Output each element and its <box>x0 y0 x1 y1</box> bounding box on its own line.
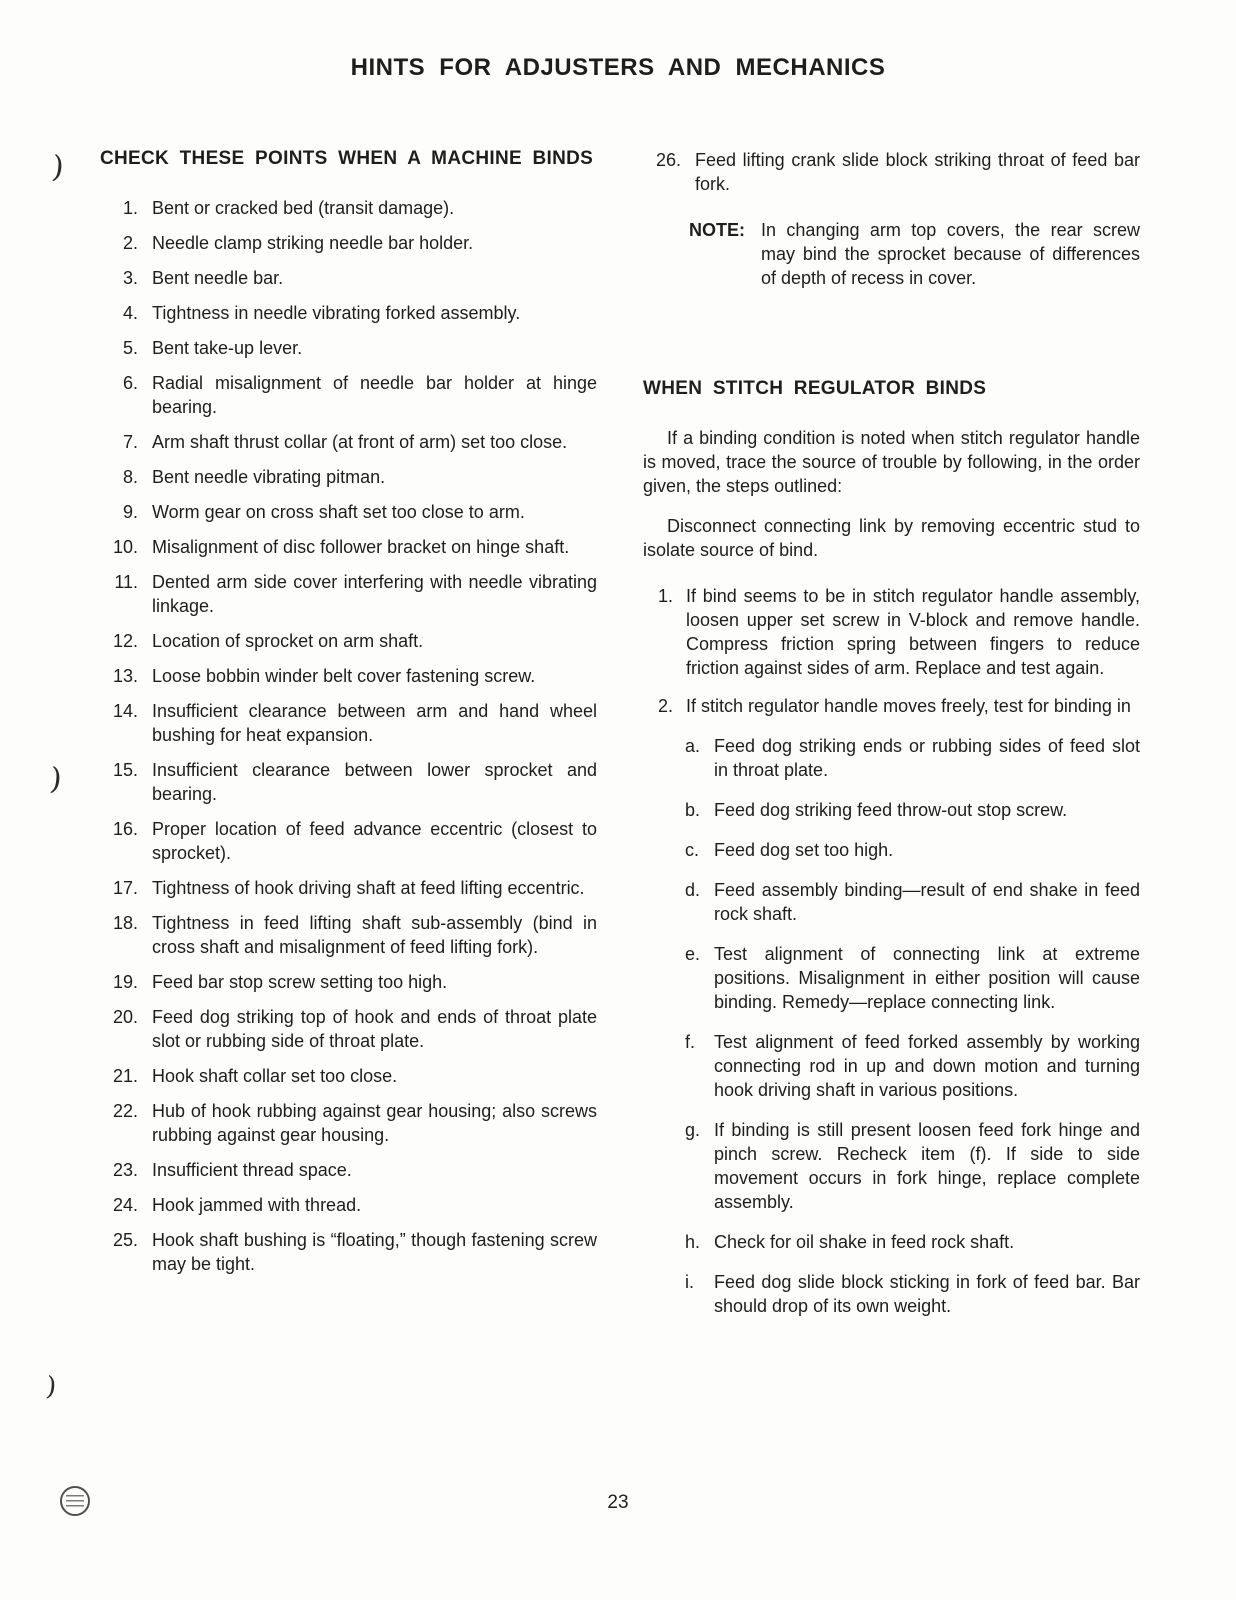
item-number: 11. <box>114 572 138 592</box>
item-text: Tightness of hook driving shaft at feed lifting eccentric. <box>152 878 585 898</box>
check-list-item <box>100 1099 597 1147</box>
item-number: 16. <box>112 819 138 839</box>
check-list-item <box>100 699 597 747</box>
check-list-item <box>100 911 597 959</box>
item-letter: h. <box>685 1232 701 1252</box>
section-heading-stitch-regulator: WHEN STITCH REGULATOR BINDS <box>643 378 987 399</box>
item-number: 5. <box>122 338 138 358</box>
check-list-item <box>100 1158 597 1182</box>
step-item <box>643 584 1140 680</box>
item-number: 6. <box>122 373 138 393</box>
item-text: Bent or cracked bed (transit damage). <box>152 198 455 218</box>
item-text: Tightness in needle vibrating forked assembly. <box>152 303 521 323</box>
item-number: 8. <box>122 467 138 487</box>
item-text: Insufficient thread space. <box>152 1160 352 1180</box>
section-heading-machine-binds: CHECK THESE POINTS WHEN A MACHINE BINDS <box>100 148 594 169</box>
substep-item <box>685 798 1140 822</box>
check-list-item <box>100 266 597 290</box>
item-text: Proper location of feed advance eccentric (closest to sprocket). <box>152 819 597 863</box>
item-letter: e. <box>685 944 701 964</box>
item-text: Check for oil shake in feed rock shaft. <box>714 1232 1015 1252</box>
item-text: Hook shaft bushing is “floating,” though fastening screw may be tight. <box>152 1230 597 1274</box>
item-number: 2. <box>122 233 138 253</box>
item-number: 12. <box>112 631 138 651</box>
scan-mark: ) <box>44 1371 58 1403</box>
item-text: Bent needle vibrating pitman. <box>152 467 386 487</box>
item-number: 26. <box>655 150 681 170</box>
item-letter: a. <box>685 736 701 756</box>
item-text: Feed dog striking ends or rubbing sides of feed slot in throat plate. <box>714 736 1140 780</box>
check-list-item <box>100 876 597 900</box>
item-number: 4. <box>122 303 138 323</box>
item-number: 7. <box>122 432 138 452</box>
right-column <box>643 148 1140 1334</box>
item-number: 20. <box>112 1007 138 1027</box>
item-text: If stitch regulator handle moves freely, test for binding in <box>686 696 1131 716</box>
item-text: Tightness in feed lifting shaft sub-assembly (bind in cross shaft and misalignment of feed lifting fork). <box>152 913 597 957</box>
item-letter: f. <box>685 1032 696 1052</box>
item-letter: c. <box>685 840 700 860</box>
check-list-item <box>100 1228 597 1276</box>
item-number: 18. <box>112 913 138 933</box>
check-list-item <box>100 1005 597 1053</box>
page-title: HINTS FOR ADJUSTERS AND MECHANICS <box>350 54 886 81</box>
item-number: 17. <box>112 878 138 898</box>
item-text: Loose bobbin winder belt cover fastening screw. <box>152 666 536 686</box>
item-text: Hook shaft collar set too close. <box>152 1066 398 1086</box>
check-list-item <box>100 629 597 653</box>
disconnect-paragraph: Disconnect connecting link by removing eccentric stud to isolate source of bind. <box>643 516 1140 560</box>
item-number: 1. <box>657 586 673 606</box>
item-text: Insufficient clearance between arm and hand wheel bushing for heat expansion. <box>152 701 597 745</box>
check-list-item <box>100 196 597 220</box>
substep-item <box>685 878 1140 926</box>
item-text: Feed dog set too high. <box>714 840 894 860</box>
item-number: 22. <box>112 1101 138 1121</box>
substep-item <box>685 838 1140 862</box>
item-number: 13. <box>112 666 138 686</box>
substeps-list <box>685 734 1140 1318</box>
check-list-item <box>100 817 597 865</box>
check-list-item <box>100 664 597 688</box>
item-text: Arm shaft thrust collar (at front of arm) set too close. <box>152 432 568 452</box>
item-text: If bind seems to be in stitch regulator handle assembly, loosen upper set screw in V-block and remove handle. Compress friction spring between fingers to reduce friction against sides of arm. Replace and test again. <box>686 586 1140 678</box>
item-text: Needle clamp striking needle bar holder. <box>152 233 474 253</box>
check-list-item <box>100 231 597 255</box>
two-column-layout <box>0 148 1236 1334</box>
scan-mark: ) <box>48 761 64 798</box>
scan-mark: ) <box>50 149 66 186</box>
steps-list <box>643 584 1140 1318</box>
check-list-item <box>100 570 597 618</box>
note-label: NOTE: <box>689 220 745 240</box>
item-letter: b. <box>685 800 701 820</box>
item-text: Feed lifting crank slide block striking throat of feed bar fork. <box>695 150 1140 194</box>
check-list-item <box>100 430 597 454</box>
check-list-item <box>100 535 597 559</box>
item-text: Test alignment of feed forked assembly by working connecting rod in up and down motion and turning hook driving shaft in various positions. <box>714 1032 1140 1100</box>
item-number: 10. <box>112 537 138 557</box>
item-number: 3. <box>122 268 138 288</box>
note-text: In changing arm top covers, the rear screw may bind the sprocket because of differences of depth of recess in cover. <box>761 220 1140 288</box>
check-list-item <box>100 500 597 524</box>
item-text: Feed bar stop screw setting too high. <box>152 972 448 992</box>
item-text: Worm gear on cross shaft set too close to arm. <box>152 502 525 522</box>
check-list-item <box>100 970 597 994</box>
item-number: 21. <box>112 1066 138 1086</box>
item-number: 23. <box>112 1160 138 1180</box>
left-column <box>100 148 597 1334</box>
item-text: If binding is still present loosen feed fork hinge and pinch screw. Recheck item (f). If side to side movement occurs in fork hinge, replace complete assembly. <box>714 1120 1140 1212</box>
item-text: Feed dog striking top of hook and ends of throat plate slot or rubbing side of throat plate. <box>152 1007 597 1051</box>
page-number: 23 <box>607 1492 629 1513</box>
note-block <box>689 218 1140 290</box>
substep-item <box>685 942 1140 1014</box>
item-text: Radial misalignment of needle bar holder at hinge bearing. <box>152 373 597 417</box>
item-text: Feed assembly binding—result of end shake in feed rock shaft. <box>714 880 1140 924</box>
check-list-item <box>643 148 1140 196</box>
item-text: Test alignment of connecting link at extreme positions. Misalignment in either position will cause binding. Remedy—replace connecting link. <box>714 944 1140 1012</box>
item-number: 2. <box>657 696 673 716</box>
item-number: 14. <box>112 701 138 721</box>
intro-paragraph: If a binding condition is noted when stitch regulator handle is moved, trace the source of trouble by following, in the order given, the steps outlined: <box>643 428 1140 496</box>
item-letter: g. <box>685 1120 701 1140</box>
substep-item <box>685 1270 1140 1318</box>
item-number: 1. <box>122 198 138 218</box>
substep-item <box>685 1030 1140 1102</box>
check-list-item <box>100 1193 597 1217</box>
item-text: Insufficient clearance between lower sprocket and bearing. <box>152 760 597 804</box>
item-text: Misalignment of disc follower bracket on hinge shaft. <box>152 537 570 557</box>
substep-item <box>685 1230 1140 1254</box>
substep-item <box>685 734 1140 782</box>
item-text: Hub of hook rubbing against gear housing; also screws rubbing against gear housing. <box>152 1101 597 1145</box>
item-text: Hook jammed with thread. <box>152 1195 362 1215</box>
item-text: Feed dog slide block sticking in fork of feed bar. Bar should drop of its own weight. <box>714 1272 1140 1316</box>
check-list-item <box>100 1064 597 1088</box>
item-number: 15. <box>112 760 138 780</box>
item-number: 9. <box>122 502 138 522</box>
substep-item <box>685 1118 1140 1214</box>
check-list-item <box>100 758 597 806</box>
item-letter: i. <box>685 1272 694 1292</box>
check-list-item <box>100 301 597 325</box>
item-number: 25. <box>112 1230 138 1250</box>
item-text: Bent take-up lever. <box>152 338 303 358</box>
check-list-item <box>100 465 597 489</box>
item-text: Location of sprocket on arm shaft. <box>152 631 424 651</box>
check-list-item <box>100 336 597 360</box>
item-text: Feed dog striking feed throw-out stop screw. <box>714 800 1068 820</box>
item-text: Dented arm side cover interfering with needle vibrating linkage. <box>152 572 597 616</box>
item-letter: d. <box>685 880 701 900</box>
item-number: 19. <box>112 972 138 992</box>
check-list-item <box>100 371 597 419</box>
item-number: 24. <box>112 1195 138 1215</box>
step-item <box>643 694 1140 718</box>
item-text: Bent needle bar. <box>152 268 284 288</box>
